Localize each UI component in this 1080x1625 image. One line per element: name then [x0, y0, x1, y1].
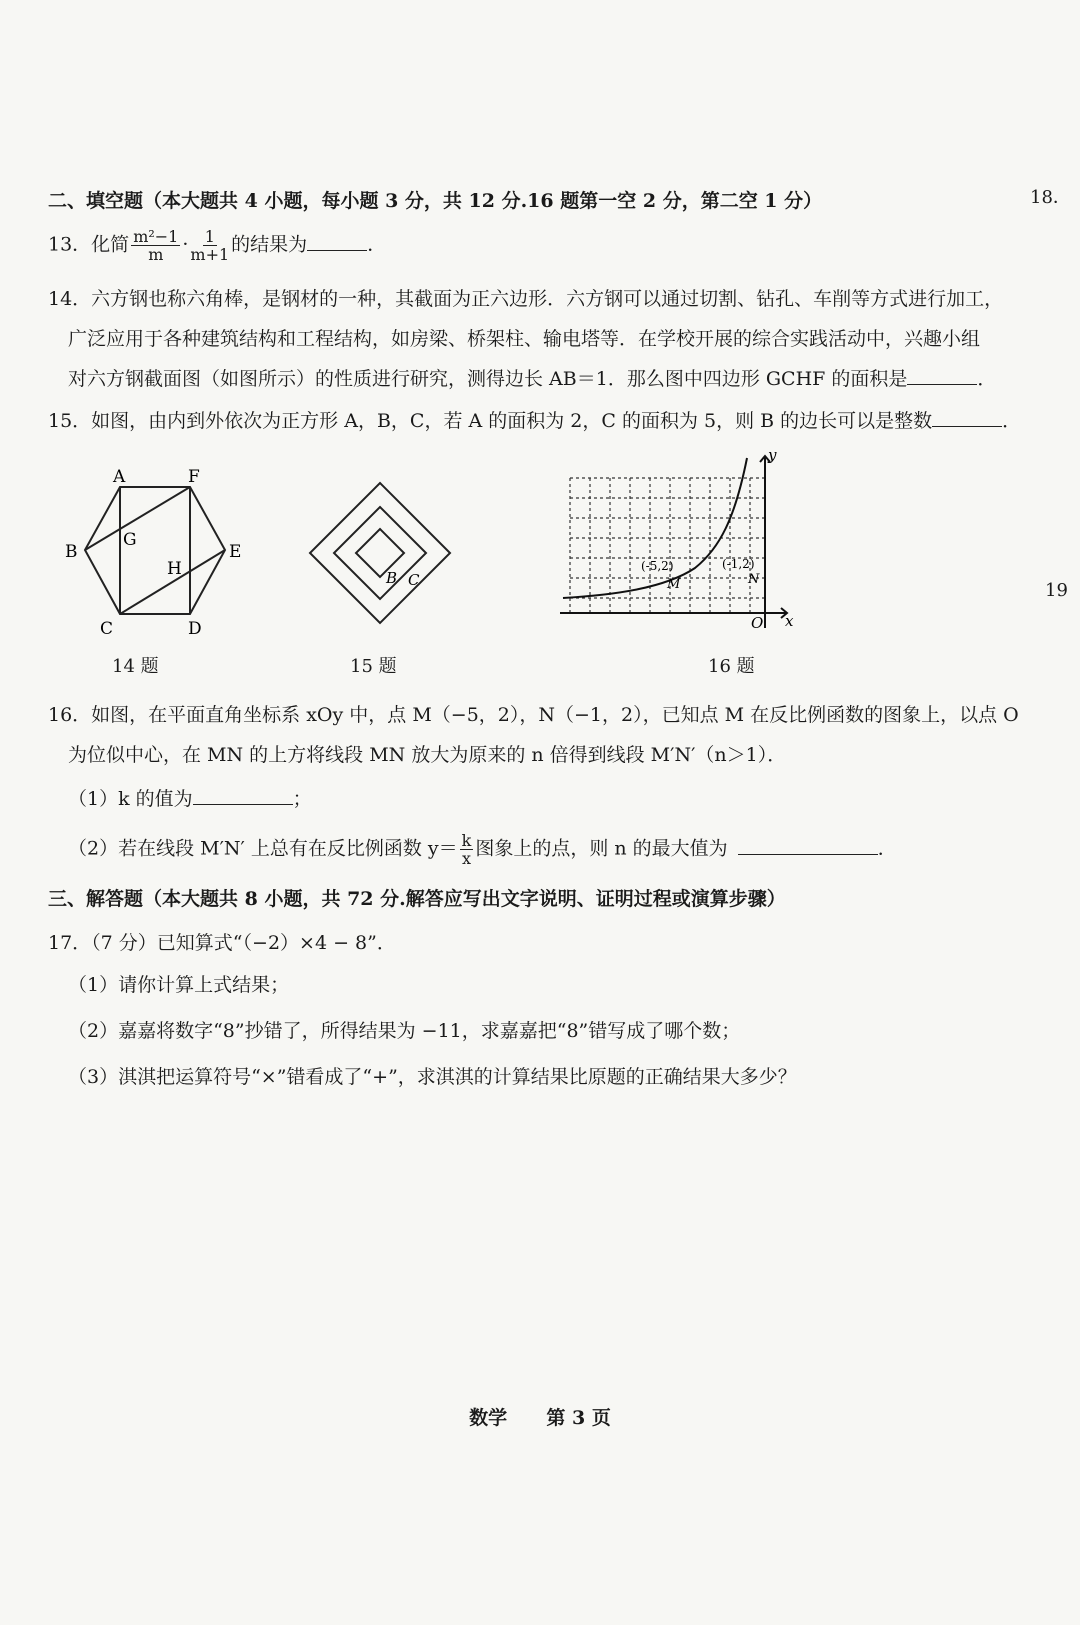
q13-frac1-denominator: m — [148, 245, 164, 264]
q13-fraction-1 — [131, 228, 180, 263]
fig14-label-a: A — [113, 467, 126, 487]
q16-sub2-end: ． — [877, 837, 897, 860]
fig16-label-x: x — [785, 612, 794, 630]
fig15-label-b: B — [386, 569, 398, 587]
q13-frac1-numerator: m²−1 — [133, 227, 179, 246]
footer-subject: 数学 — [469, 1407, 508, 1429]
fig14-label-f: F — [188, 467, 200, 487]
edge-q18-label: 18． — [1030, 187, 1071, 208]
fig16-label-y: y — [768, 448, 777, 464]
fig16-label-o: O — [751, 614, 764, 632]
q17-sub-3: （3）淇淇把运算符号“×”错看成了“+”，求淇淇的计算结果比原题的正确结果大多少？ — [68, 1066, 797, 1088]
q16-frac-numerator: k — [461, 831, 472, 850]
q17-stem: 17．（7 分）已知算式“（−2）×4 − 8”． — [48, 932, 396, 954]
figure-16-graph — [555, 448, 805, 633]
q15-answer-blank[interactable] — [932, 426, 1002, 427]
figure-16-caption: 16 题 — [708, 656, 755, 677]
q16-sub-2 — [68, 832, 897, 867]
q13-suffix: 的结果为 — [231, 233, 308, 256]
fig14-label-h: H — [167, 559, 182, 579]
question-13 — [48, 228, 386, 263]
q14-line-3 — [68, 364, 996, 391]
section-3-heading: 三、解答题（本大题共 8 小题，共 72 分.解答应写出文字说明、证明过程或演算步骤） — [48, 888, 786, 910]
fig16-coord-n: (-1,2) — [722, 557, 755, 571]
q14-line-1: 14．六方钢也称六角棒，是钢材的一种，其截面为正六边形．六方钢可以通过切割、钻孔、车削等方式进行加工， — [48, 288, 1004, 310]
fig16-coord-m: (-5,2) — [641, 559, 674, 573]
q16-sub2-suffix: 图象上的点，则 n 的最大值为 — [475, 837, 728, 860]
q17-sub-1: （1）请你计算上式结果； — [68, 974, 290, 996]
q16-line-1: 16．如图，在平面直角坐标系 xOy 中，点 M（−5，2），N（−1，2），已知点 M 在反比例函数的图象上，以点 O — [48, 704, 1019, 726]
q16-sub1-text: （1）k 的值为 — [68, 788, 193, 810]
q16-sub-1 — [68, 784, 312, 811]
q13-frac2-numerator: 1 — [204, 227, 215, 246]
q16-line-2: 为位似中心，在 MN 的上方将线段 MN 放大为原来的 n 倍得到线段 M′N′（n＞1）． — [68, 744, 787, 766]
q16-frac-denominator: x — [461, 849, 472, 868]
fig14-label-e: E — [229, 542, 242, 562]
fig15-label-c: C — [408, 571, 420, 589]
line-bf — [85, 487, 190, 550]
section-2-heading: 二、填空题（本大题共 4 小题，每小题 3 分，共 12 分.16 题第一空 2 分，第二空 1 分） — [48, 190, 823, 212]
q13-end: ． — [367, 233, 387, 256]
q15-end: ． — [1002, 410, 1022, 432]
figure-15-squares — [300, 475, 460, 635]
fig14-label-g: G — [123, 530, 137, 550]
q17-sub-2: （2）嘉嘉将数字“8”抄错了，所得结果为 −11，求嘉嘉把“8”错写成了哪个数； — [68, 1020, 741, 1042]
edge-q19-label: 19 — [1045, 580, 1068, 601]
footer-page-number: 第 3 页 — [546, 1407, 611, 1429]
figure-14-hexagon — [55, 462, 265, 642]
page-footer — [0, 1403, 1080, 1430]
q16-sub1-end: ； — [292, 788, 312, 810]
q13-dot: · — [182, 233, 189, 256]
q13-frac2-denominator: m+1 — [190, 245, 230, 264]
q16-sub2-blank[interactable] — [738, 854, 878, 855]
q14-answer-blank[interactable] — [907, 384, 977, 385]
question-15 — [48, 406, 1021, 433]
figure-14-caption: 14 题 — [112, 656, 159, 677]
fig14-label-b: B — [65, 542, 78, 562]
q14-line-2: 广泛应用于各种建筑结构和工程结构，如房梁、桥架柱、输电塔等．在学校开展的综合实践活动中，兴趣小组 — [68, 328, 981, 350]
hexagon-outline — [85, 487, 225, 614]
fig16-label-m: M — [667, 577, 681, 592]
figure-15-caption: 15 题 — [350, 656, 397, 677]
q15-text: 15．如图，由内到外依次为正方形 A，B，C，若 A 的面积为 2，C 的面积为 5，则 B 的边长可以是整数 — [48, 410, 933, 432]
q16-k-over-x — [460, 832, 474, 867]
q16-sub1-blank[interactable] — [193, 804, 293, 805]
fig14-label-d: D — [188, 619, 202, 639]
q16-sub2-prefix: （2）若在线段 M′N′ 上总有在反比例函数 y＝ — [68, 837, 458, 860]
q13-answer-blank[interactable] — [307, 250, 367, 251]
q14-line-3-text: 对六方钢截面图（如图所示）的性质进行研究，测得边长 AB＝1．那么图中四边形 GCHF 的面积是 — [68, 368, 908, 390]
fig16-label-n: N — [748, 572, 760, 587]
q13-fraction-2 — [190, 228, 229, 263]
q13-prefix: 13．化简 — [48, 233, 130, 256]
q14-end: ． — [977, 368, 997, 390]
square-c — [310, 483, 450, 623]
fig14-label-c: C — [100, 619, 114, 639]
